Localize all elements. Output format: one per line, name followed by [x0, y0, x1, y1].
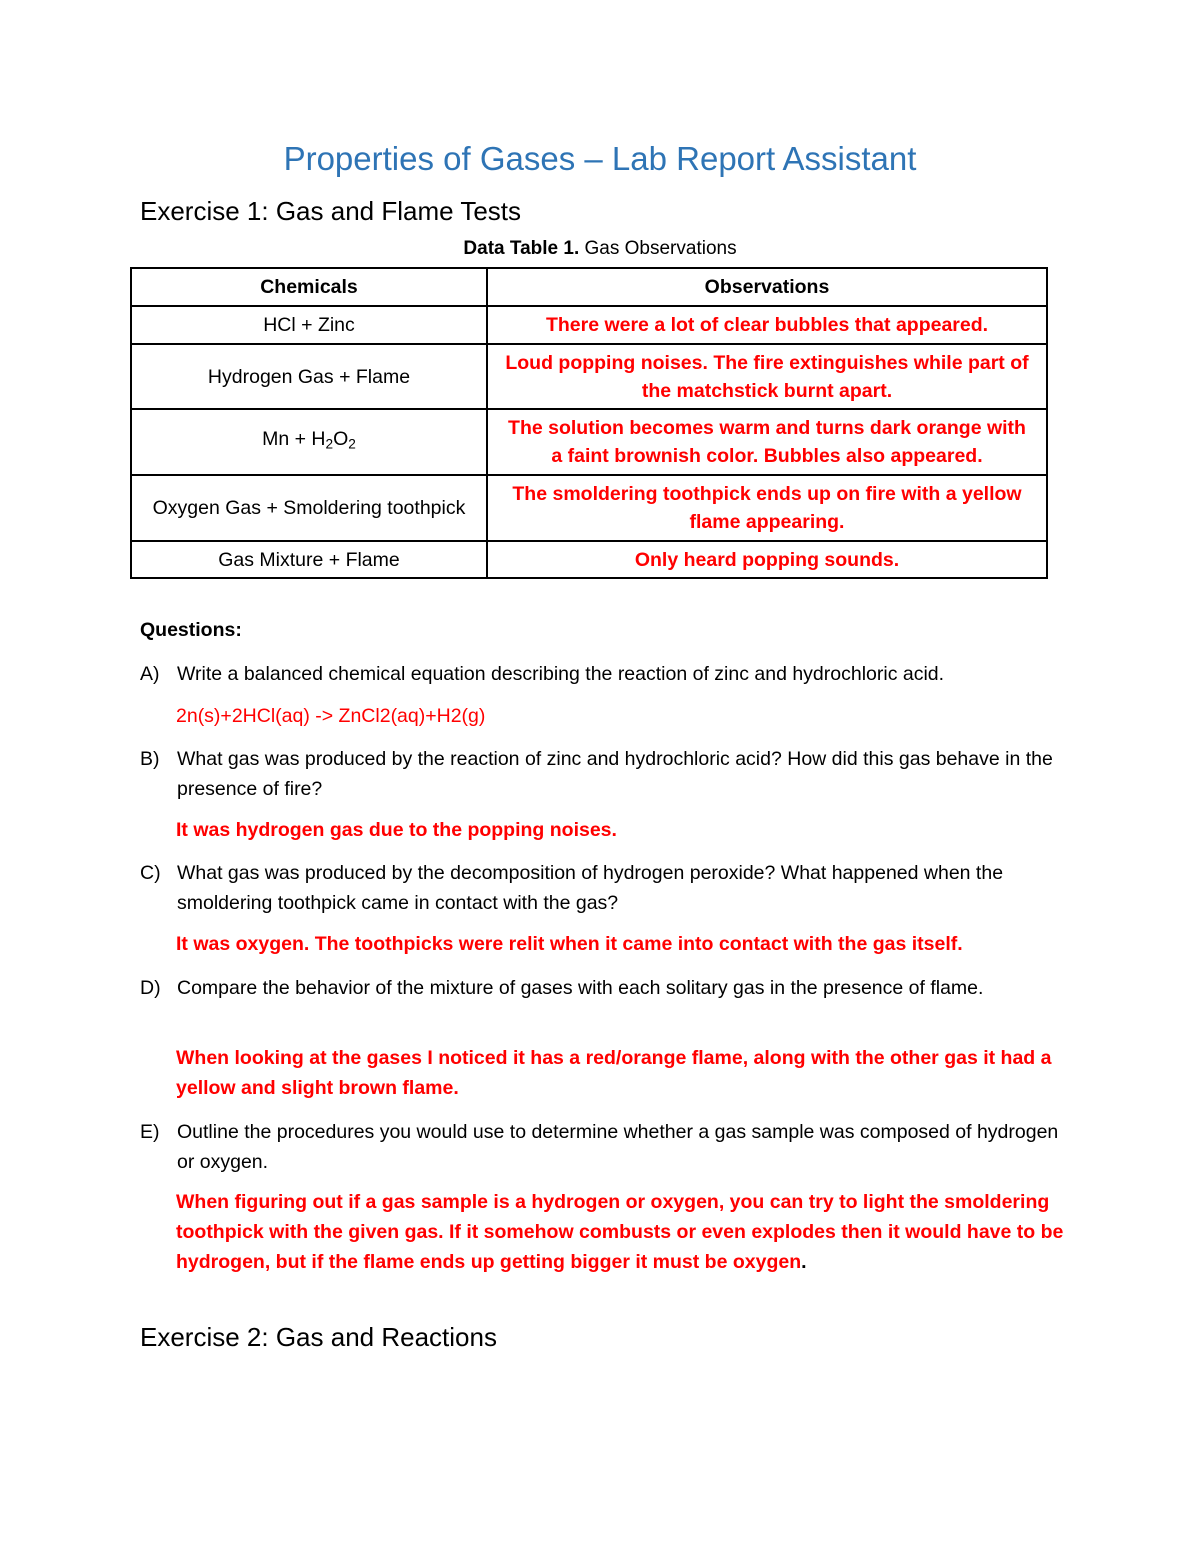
question-letter: D) — [140, 977, 161, 999]
question-text: What gas was produced by the decomposition of hydrogen peroxide? What happened when the smoldering toothpick came in contact with the gas? — [177, 862, 1004, 914]
chemical-cell: Hydrogen Gas + Flame — [131, 344, 487, 409]
exercise-2-heading: Exercise 2: Gas and Reactions — [140, 1322, 497, 1352]
question-letter: B) — [140, 748, 160, 770]
header-chemicals: Chemicals — [131, 268, 487, 306]
formula-part: Mn + H — [262, 428, 326, 451]
answer-b: It was hydrogen gas due to the popping noises. — [176, 819, 617, 841]
answer-e-text: When figuring out if a gas sample is a hydrogen or oxygen, you can try to light the smoldering toothpick with the given gas. If it somehow combusts or even explodes then it would have to be hydrogen, but if the flame ends up getting bigger it must be oxygen — [176, 1191, 1064, 1273]
table-row — [131, 306, 1047, 344]
observation-cell: There were a lot of clear bubbles that appeared. — [487, 306, 1047, 344]
observation-cell: The smoldering toothpick ends up on fire with a yellow flame appearing. — [487, 475, 1047, 541]
chemical-cell — [131, 409, 487, 475]
observation-cell: Only heard popping sounds. — [487, 541, 1047, 578]
chemical-cell: Oxygen Gas + Smoldering toothpick — [131, 475, 487, 541]
question-text: Outline the procedures you would use to determine whether a gas sample was composed of hydrogen or oxygen. — [177, 1121, 1059, 1173]
table-caption-label: Data Table 1. — [463, 238, 580, 259]
formula-subscript: 2 — [325, 436, 334, 452]
question-text: What gas was produced by the reaction of zinc and hydrochloric acid? How did this gas behave in the presence of fire? — [177, 748, 1053, 800]
answer-c: It was oxygen. The toothpicks were relit when it came into contact with the gas itself. — [176, 933, 963, 955]
table-header-row — [131, 268, 1047, 306]
header-observations: Observations — [487, 268, 1047, 306]
exercise-1-heading: Exercise 1: Gas and Flame Tests — [140, 196, 522, 226]
formula-subscript: 2 — [348, 436, 356, 452]
question-letter: A) — [140, 663, 160, 685]
answer-d: When looking at the gases I noticed it has a red/orange flame, along with the other gas it had a yellow and slight brown flame. — [176, 1047, 1052, 1099]
table-caption-text: Gas Observations — [579, 238, 737, 259]
answer-e-period: . — [801, 1251, 807, 1273]
observation-cell: Loud popping noises. The fire extinguishes while part of the matchstick burnt apart. — [487, 344, 1047, 409]
answer-a: 2n(s)+2HCl(aq) -> ZnCl2(aq)+H2(g) — [176, 705, 486, 727]
table-row — [131, 344, 1047, 409]
chemical-cell: Gas Mixture + Flame — [131, 541, 487, 578]
question-letter: E) — [140, 1121, 160, 1143]
question-text: Compare the behavior of the mixture of gases with each solitary gas in the presence of flame. — [177, 977, 984, 999]
answer-e — [176, 1187, 1076, 1277]
page-title: Properties of Gases – Lab Report Assistant — [283, 140, 917, 177]
table-row — [131, 541, 1047, 578]
gas-observations-table — [130, 267, 1048, 579]
table-row — [131, 475, 1047, 541]
chemical-cell: HCl + Zinc — [131, 306, 487, 344]
observation-cell: The solution becomes warm and turns dark orange with a faint brownish color. Bubbles also appeared. — [487, 409, 1047, 475]
table-row — [131, 409, 1047, 475]
formula-part: O — [333, 428, 349, 451]
question-letter: C) — [140, 862, 161, 884]
table-caption — [0, 238, 1200, 260]
questions-label: Questions: — [140, 619, 242, 641]
question-text: Write a balanced chemical equation describing the reaction of zinc and hydrochloric acid. — [177, 663, 945, 685]
